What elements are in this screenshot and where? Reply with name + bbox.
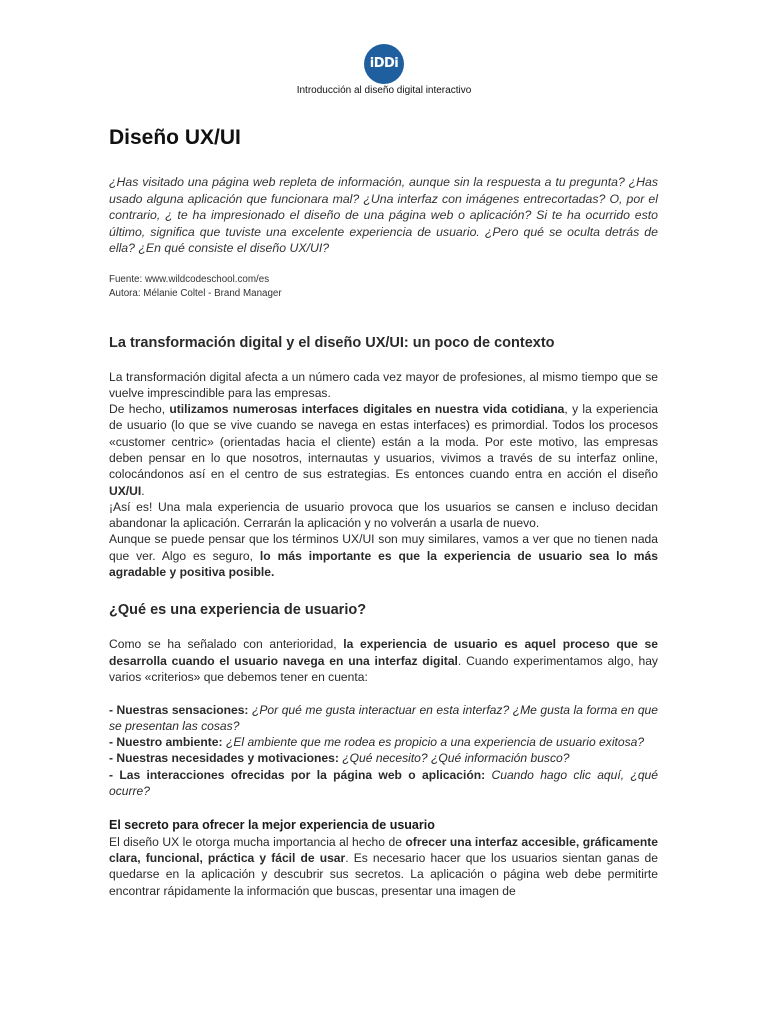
document-content bbox=[109, 124, 658, 899]
text-run: . bbox=[141, 483, 145, 498]
text-run: . Cuando experimentamos algo, hay varios «criterios» que debemos tener en cuenta: bbox=[109, 653, 658, 684]
bold-text: lo más importante es que la experiencia de usuario sea lo más agradable y positiva posible. bbox=[109, 548, 658, 580]
bold-text: la experiencia de usuario es aquel proceso que se desarrolla cuando el usuario navega en una interfaz digital bbox=[109, 637, 659, 668]
paragraph bbox=[109, 401, 658, 499]
paragraph bbox=[109, 531, 658, 580]
list-item-label: - Nuestras necesidades y motivaciones: bbox=[109, 751, 343, 766]
list-item-label: - Nuestro ambiente: bbox=[109, 735, 226, 750]
paragraph: ¡Así es! Una mala experiencia de usuario provoca que los usuarios se cansen e incluso decidan abandonar la aplicación. Cerrarán la aplicación y no volverán a usarla de nuevo. bbox=[109, 499, 658, 531]
text-run: El diseño UX le otorga mucha importancia al hecho de bbox=[109, 834, 406, 849]
iddi-logo: iDDi bbox=[364, 44, 404, 84]
section-heading-context: La transformación digital y el diseño UX/UI: un poco de contexto bbox=[109, 334, 555, 351]
list-item-label: - Nuestras sensaciones: bbox=[109, 702, 252, 717]
paragraph bbox=[109, 834, 658, 899]
page-header bbox=[0, 44, 768, 98]
text-run: De hecho, bbox=[109, 402, 170, 417]
source-block bbox=[109, 273, 658, 301]
list-item bbox=[109, 734, 658, 750]
text-run: . Es necesario hacer que los usuarios sientan ganas de quedarse en la aplicación y descubrir sus secretos. La aplicación o página web debe permitirte encontrar rápidamente la información que buscas, presentar una imagen de bbox=[109, 850, 659, 898]
list-item-question: Cuando hago clic aquí, ¿qué ocurre? bbox=[109, 767, 658, 799]
list-item bbox=[109, 750, 658, 766]
text-run: Como se ha señalado con anterioridad, bbox=[109, 637, 344, 652]
list-item-question: ¿Por qué me gusta interactuar en esta interfaz? ¿Me gusta la forma en que se presentan las cosas? bbox=[109, 702, 659, 733]
header-title: Introducción al diseño digital interactivo bbox=[296, 85, 472, 96]
spacer bbox=[109, 685, 658, 701]
author-line: Autora: Mélanie Coltel - Brand Manager bbox=[109, 287, 282, 299]
document-title: Diseño UX/UI bbox=[109, 126, 241, 149]
bold-text: ofrecer una interfaz accesible, gráficamente clara, funcional, práctica y fácil de usar bbox=[109, 834, 658, 865]
list-item bbox=[109, 767, 658, 800]
list-item-question: ¿Qué necesito? ¿Qué información busco? bbox=[342, 751, 570, 766]
section-heading-ux: ¿Qué es una experiencia de usuario? bbox=[109, 602, 367, 619]
bold-text: UX/UI bbox=[109, 483, 142, 498]
list-item-question: ¿El ambiente que me rodea es propicio a una experiencia de usuario exitosa? bbox=[225, 735, 645, 750]
section-heading-secret: El secreto para ofrecer la mejor experiencia de usuario bbox=[109, 818, 435, 833]
bold-text: utilizamos numerosas interfaces digitales en nuestra vida cotidiana bbox=[169, 402, 565, 417]
text-run: Aunque se puede pensar que los términos UX/UI son muy similares, vamos a ver que no tienen nada que ver. Algo es seguro, bbox=[109, 532, 658, 563]
paragraph: La transformación digital afecta a un número cada vez mayor de profesiones, al mismo tiempo que se vuelve imprescindible para las empresas. bbox=[109, 369, 658, 400]
text-run: , y la experiencia de usuario (lo que se vive cuando se navega en estas interfaces) es primordial. Todos los procesos «customer centric» (orientadas hacia el cliente) están a la moda. Por este motivo, las empresas deben pensar en lo que nosotros, internautas y usuarios, vivimos a través de su interfaz online, colocándonos así en el centro de sus estrategias. Es entonces cuando entra en acción el diseño bbox=[109, 402, 658, 482]
intro-paragraph: ¿Has visitado una página web repleta de información, aunque sin la respuesta a tu pregunta? ¿Has usado alguna aplicación que funcionara mal? ¿Una interfaz con imágenes entrecortadas? O, por el contrario, ¿ te ha impresionado el diseño de una página web o aplicación? Si te ha ocurrido esto último, significa que tuviste una excelente experiencia de usuario. ¿Pero qué se oculta detrás de ella? ¿En qué consiste el diseño UX/UI? bbox=[109, 175, 658, 255]
source-line: Fuente: www.wildcodeschool.com/es bbox=[109, 273, 270, 285]
list-item-label: - Las interacciones ofrecidas por la página web o aplicación: bbox=[109, 767, 492, 782]
list-item bbox=[109, 702, 658, 735]
paragraph bbox=[109, 636, 658, 685]
